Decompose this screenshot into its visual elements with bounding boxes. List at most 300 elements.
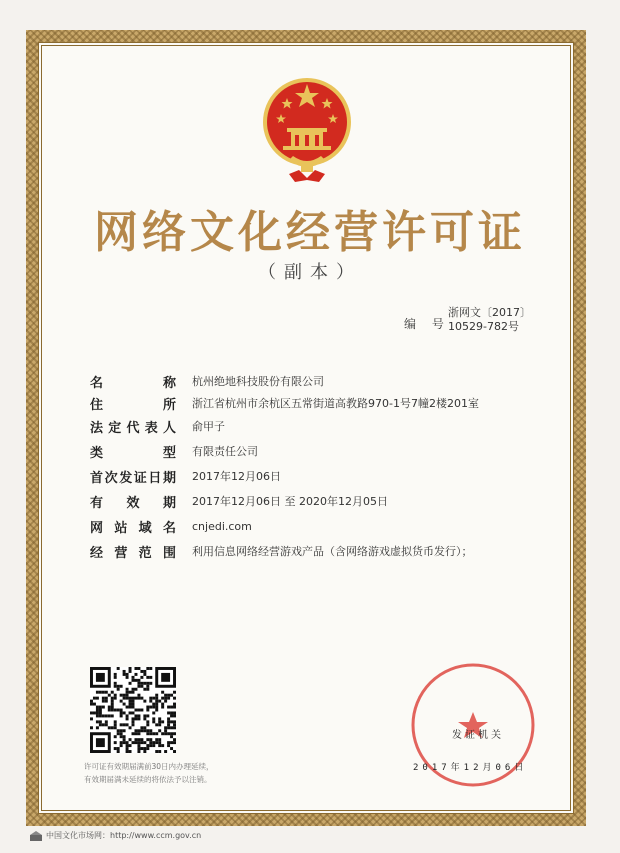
label-char: 名 (162, 520, 176, 536)
qr-module (155, 732, 158, 735)
qr-module (140, 741, 143, 744)
qr-module (117, 729, 120, 732)
qr-module (155, 706, 158, 709)
qr-module (90, 711, 93, 714)
qr-module (143, 741, 146, 744)
qr-module (123, 735, 126, 738)
qr-module (126, 694, 129, 697)
qr-module (132, 700, 135, 703)
qr-module (108, 706, 111, 709)
qr-module (140, 726, 143, 729)
qr-module (137, 732, 140, 735)
qr-module (134, 679, 137, 682)
qr-module (137, 685, 140, 688)
qr-module (123, 729, 126, 732)
qr-module (146, 747, 149, 750)
label-char: 期 (162, 470, 176, 486)
qr-module (102, 714, 105, 717)
qr-module (111, 714, 114, 717)
field-value: 杭州绝地科技股份有限公司 (192, 375, 324, 388)
qr-module (126, 676, 129, 679)
qr-module (170, 714, 173, 717)
qr-module (120, 694, 123, 697)
qr-module (158, 738, 161, 741)
qr-module (170, 694, 173, 697)
qr-module (132, 703, 135, 706)
qr-module (173, 726, 176, 729)
field-label (90, 517, 176, 536)
qr-module (146, 685, 149, 688)
qr-module (158, 741, 161, 744)
qr-module (90, 717, 93, 720)
field-label (90, 542, 176, 561)
qr-module (161, 744, 164, 747)
field-address (90, 393, 479, 413)
qr-module (167, 723, 170, 726)
qr-module (143, 726, 146, 729)
qr-module (123, 711, 126, 714)
qr-module (114, 741, 117, 744)
qr-module (143, 700, 146, 703)
qr-module (152, 697, 155, 700)
qr-module (137, 738, 140, 741)
qr-module (158, 750, 161, 753)
qr-module (114, 697, 117, 700)
qr-module (173, 723, 176, 726)
qr-module (134, 688, 137, 691)
qr-module (114, 685, 117, 688)
qr-module (114, 720, 117, 723)
qr-module (111, 703, 114, 706)
qr-module (123, 703, 126, 706)
qr-module (132, 720, 135, 723)
qr-module (173, 711, 176, 714)
qr-module (134, 741, 137, 744)
qr-module (117, 750, 120, 753)
qr-module (108, 726, 111, 729)
qr-module (114, 673, 117, 676)
qr-module (173, 741, 176, 744)
qr-module (96, 709, 99, 712)
qr-module (149, 676, 152, 679)
qr-module (146, 729, 149, 732)
qr-module (120, 723, 123, 726)
national-emblem-icon (259, 70, 355, 186)
field-value: cnjedi.com (192, 519, 252, 533)
label-char: 经 (90, 545, 104, 561)
qr-module (117, 667, 120, 670)
qr-module (161, 720, 164, 723)
certificate-title: 网络文化经营许可证 (94, 207, 526, 258)
qr-module (99, 706, 102, 709)
qr-module (140, 738, 143, 741)
qr-module (123, 670, 126, 673)
qr-module (137, 694, 140, 697)
qr-module (149, 682, 152, 685)
qr-module (120, 741, 123, 744)
qr-module (155, 700, 158, 703)
field-value: 俞甲子 (192, 420, 225, 433)
qr-module (126, 747, 129, 750)
qr-module (137, 709, 140, 712)
qr-module (129, 703, 132, 706)
qr-module (120, 700, 123, 703)
qr-module (129, 700, 132, 703)
qr-module (134, 714, 137, 717)
qr-module (158, 717, 161, 720)
qr-module (96, 726, 99, 729)
qr-module (143, 747, 146, 750)
qr-module (120, 729, 123, 732)
qr-module (140, 747, 143, 750)
qr-module (132, 706, 135, 709)
qr-module (126, 741, 129, 744)
qr-module (170, 711, 173, 714)
field-label (90, 394, 176, 413)
qr-module (140, 676, 143, 679)
field-name (90, 371, 324, 391)
qr-module (132, 691, 135, 694)
qr-module (108, 694, 111, 697)
qr-module (129, 691, 132, 694)
qr-module (99, 691, 102, 694)
field-label (90, 492, 176, 511)
qr-module (120, 744, 123, 747)
qr-module (161, 697, 164, 700)
qr-module (137, 744, 140, 747)
qr-module (126, 714, 129, 717)
qr-module (143, 750, 146, 753)
label-char: 型 (162, 445, 176, 461)
qr-module (105, 720, 108, 723)
qr-module (167, 717, 170, 720)
qr-module (146, 732, 149, 735)
label-char: 住 (90, 397, 104, 413)
qr-module (105, 723, 108, 726)
qr-module (152, 717, 155, 720)
label-char: 法 (90, 420, 104, 436)
qr-module (129, 744, 132, 747)
qr-module (167, 720, 170, 723)
qr-module (152, 706, 155, 709)
qr-module (132, 741, 135, 744)
qr-module (134, 717, 137, 720)
qr-module (114, 723, 117, 726)
qr-module (126, 688, 129, 691)
label-char: 次 (104, 470, 118, 486)
qr-module (129, 706, 132, 709)
qr-module (102, 700, 105, 703)
label-char: 营 (114, 545, 128, 561)
field-legal-representative (90, 416, 225, 436)
qr-module (114, 726, 117, 729)
issue-date: 2017年12月06日 (413, 763, 528, 773)
qr-module (126, 744, 129, 747)
qr-module (173, 703, 176, 706)
qr-module (140, 685, 143, 688)
qr-module (96, 711, 99, 714)
qr-module (167, 694, 170, 697)
qr-module (143, 714, 146, 717)
qr-module (140, 709, 143, 712)
qr-module (137, 741, 140, 744)
qr-module (96, 706, 99, 709)
qr-module (146, 688, 149, 691)
qr-module (111, 709, 114, 712)
qr-module (105, 714, 108, 717)
qr-module (99, 720, 102, 723)
qr-module (134, 667, 137, 670)
qr-module (137, 729, 140, 732)
certificate-number-line2: 10529-782号 (448, 320, 519, 333)
qr-module (149, 700, 152, 703)
qr-module (114, 735, 117, 738)
qr-module (155, 750, 158, 753)
qr-module (134, 729, 137, 732)
qr-module (173, 714, 176, 717)
qr-module (170, 732, 173, 735)
qr-module (111, 700, 114, 703)
qr-module (143, 673, 146, 676)
qr-module (161, 703, 164, 706)
label-char: 围 (162, 545, 176, 561)
qr-module (137, 717, 140, 720)
label-char: 发 (119, 470, 133, 486)
qr-module (123, 741, 126, 744)
field-value: 利用信息网络经营游戏产品（含网络游戏虚拟货币发行）； (192, 545, 473, 558)
qr-module (129, 750, 132, 753)
qr-module (152, 720, 155, 723)
qr-module (155, 738, 158, 741)
qr-module (114, 709, 117, 712)
qr-module (149, 741, 152, 744)
qr-module (114, 694, 117, 697)
qr-module (123, 673, 126, 676)
qr-module (120, 685, 123, 688)
qr-module (117, 709, 120, 712)
qr-module (93, 703, 96, 706)
qr-module (129, 697, 132, 700)
qr-module (132, 679, 135, 682)
label-char: 定 (108, 420, 122, 436)
qr-finder-pattern (96, 738, 105, 747)
qr-module (120, 711, 123, 714)
qr-module (158, 700, 161, 703)
qr-module (129, 682, 132, 685)
qr-module (99, 723, 102, 726)
number-label: 编 号 (404, 317, 450, 331)
qr-module (158, 720, 161, 723)
qr-module (140, 697, 143, 700)
qr-module (129, 667, 132, 670)
qr-module (152, 744, 155, 747)
label-char: 表 (144, 420, 158, 436)
qr-module (158, 729, 161, 732)
qr-code[interactable] (90, 667, 176, 753)
qr-module (134, 732, 137, 735)
qr-module (90, 700, 93, 703)
qr-module (170, 747, 173, 750)
qr-module (164, 694, 167, 697)
qr-module (173, 697, 176, 700)
qr-module (129, 711, 132, 714)
qr-module (90, 703, 93, 706)
qr-module (167, 726, 170, 729)
qr-module (173, 750, 176, 753)
ccm-logo-icon (30, 831, 42, 841)
qr-module (90, 726, 93, 729)
qr-module (143, 717, 146, 720)
notice-line: 许可证有效期届满前30日内办理延续， (84, 762, 214, 771)
qr-module (117, 685, 120, 688)
label-char: 域 (138, 520, 152, 536)
certificate-number (448, 306, 531, 334)
qr-module (111, 691, 114, 694)
qr-module (164, 729, 167, 732)
qr-module (99, 714, 102, 717)
qr-module (99, 709, 102, 712)
qr-module (146, 720, 149, 723)
qr-module (137, 714, 140, 717)
qr-module (143, 682, 146, 685)
qr-module (149, 697, 152, 700)
qr-module (111, 706, 114, 709)
field-website-domain (90, 516, 252, 536)
label-char: 期 (162, 495, 176, 511)
qr-module (120, 735, 123, 738)
qr-module (146, 714, 149, 717)
label-char: 类 (90, 445, 104, 461)
qr-module (146, 706, 149, 709)
qr-module (164, 700, 167, 703)
label-char: 代 (126, 420, 140, 436)
label-char: 证 (133, 470, 147, 486)
qr-module (114, 747, 117, 750)
qr-module (143, 688, 146, 691)
certificate-number-line1: 浙网文〔2017〕 (448, 306, 531, 319)
qr-module (173, 738, 176, 741)
qr-module (164, 750, 167, 753)
qr-module (158, 744, 161, 747)
label-char: 日 (148, 470, 162, 486)
qr-module (164, 732, 167, 735)
qr-module (152, 711, 155, 714)
qr-module (146, 667, 149, 670)
qr-module (149, 744, 152, 747)
qr-module (96, 720, 99, 723)
label-char: 首 (90, 470, 104, 486)
qr-module (132, 732, 135, 735)
qr-module (117, 747, 120, 750)
qr-module (167, 732, 170, 735)
qr-module (105, 691, 108, 694)
field-value: 2017年12月06日 (192, 470, 281, 483)
qr-module (155, 723, 158, 726)
qr-module (117, 688, 120, 691)
qr-module (132, 697, 135, 700)
qr-module (132, 717, 135, 720)
label-char: 有 (90, 495, 104, 511)
qr-module (137, 697, 140, 700)
field-label (90, 467, 176, 486)
qr-module (155, 694, 158, 697)
qr-module (126, 717, 129, 720)
qr-module (167, 741, 170, 744)
qr-module (146, 676, 149, 679)
qr-module (146, 738, 149, 741)
field-validity-period (90, 491, 388, 511)
qr-module (120, 709, 123, 712)
qr-finder-pattern (96, 673, 105, 682)
qr-module (152, 703, 155, 706)
issuing-authority: 发证机关 (452, 730, 504, 741)
qr-module (140, 729, 143, 732)
qr-module (149, 706, 152, 709)
qr-module (149, 729, 152, 732)
qr-module (149, 667, 152, 670)
label-char: 人 (162, 420, 176, 436)
qr-module (102, 723, 105, 726)
qr-module (111, 726, 114, 729)
qr-module (123, 738, 126, 741)
label-char: 称 (162, 375, 176, 391)
qr-module (108, 714, 111, 717)
qr-module (129, 670, 132, 673)
qr-module (105, 700, 108, 703)
qr-module (102, 697, 105, 700)
qr-module (120, 714, 123, 717)
qr-module (164, 697, 167, 700)
qr-module (96, 691, 99, 694)
qr-module (134, 738, 137, 741)
qr-module (132, 711, 135, 714)
footer-text: 中国文化市场网：http://www.ccm.gov.cn (46, 831, 202, 840)
qr-module (126, 691, 129, 694)
qr-module (102, 691, 105, 694)
footer (30, 830, 201, 841)
field-value: 有限责任公司 (192, 445, 258, 458)
qr-module (140, 682, 143, 685)
qr-module (155, 697, 158, 700)
qr-module (158, 723, 161, 726)
field-first-issue-date (90, 466, 281, 486)
qr-module (170, 735, 173, 738)
qr-module (155, 741, 158, 744)
field-business-scope (90, 541, 473, 561)
label-char: 站 (114, 520, 128, 536)
qr-module (167, 697, 170, 700)
qr-module (96, 697, 99, 700)
qr-module (129, 726, 132, 729)
qr-module (167, 744, 170, 747)
validity-notice (84, 760, 214, 786)
qr-module (146, 682, 149, 685)
qr-module (111, 697, 114, 700)
qr-module (173, 706, 176, 709)
qr-module (149, 732, 152, 735)
field-label (90, 417, 176, 436)
qr-module (129, 738, 132, 741)
field-label (90, 442, 176, 461)
qr-module (126, 697, 129, 700)
field-type (90, 441, 258, 461)
qr-module (137, 750, 140, 753)
qr-module (161, 732, 164, 735)
qr-module (132, 688, 135, 691)
qr-module (170, 706, 173, 709)
qr-module (126, 723, 129, 726)
qr-module (134, 709, 137, 712)
